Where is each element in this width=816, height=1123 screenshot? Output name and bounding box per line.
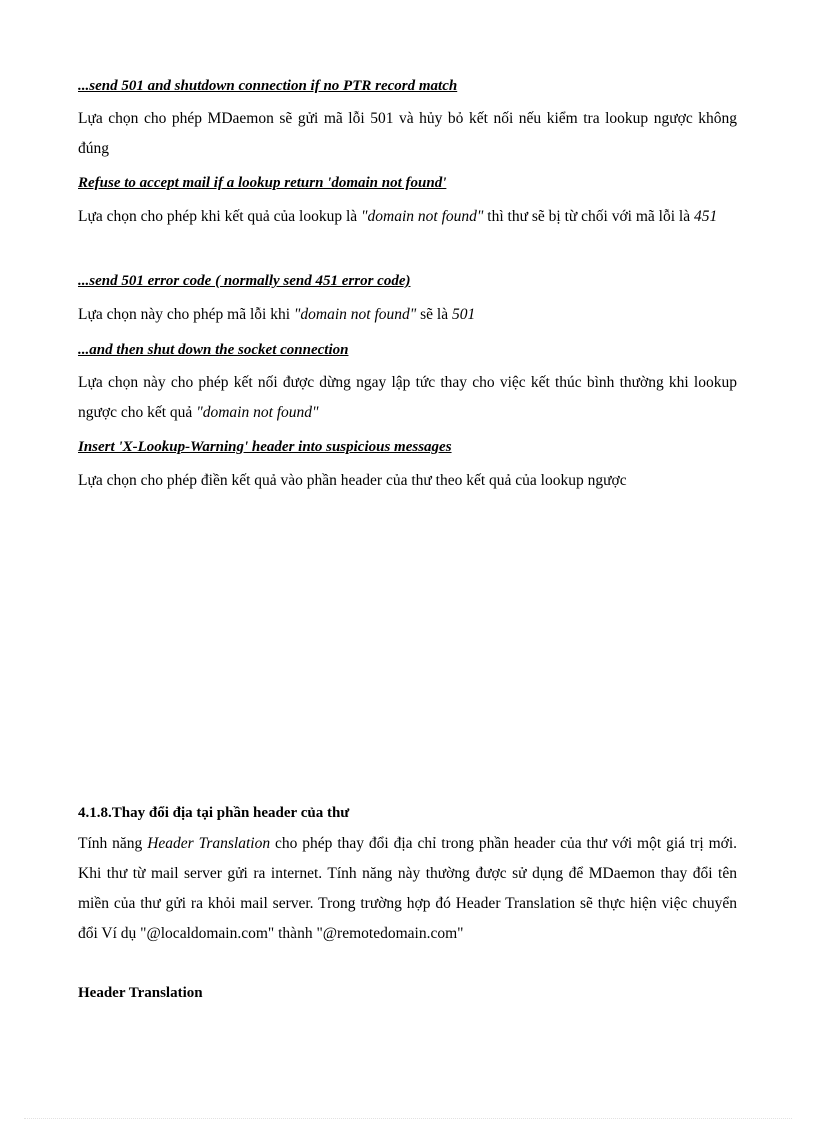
- option-desc-send-501-error-code: Lựa chọn này cho phép mã lỗi khi "domain not found" sẽ là 501: [78, 306, 476, 323]
- option-title-shut-down-socket: ...and then shut down the socket connection: [78, 342, 349, 358]
- option-title-send-501-error-code: ...send 501 error code ( normally send 451 error code): [78, 273, 411, 289]
- option-title-insert-lookup-warning: Insert 'X-Lookup-Warning' header into suspicious messages: [78, 439, 452, 455]
- page-footer-rule: [24, 1118, 792, 1119]
- option-desc-refuse-domain-not-found: Lựa chọn cho phép khi kết quả của lookup là "domain not found" thì thư sẽ bị từ chối với mã lỗi là 451: [78, 208, 718, 225]
- option-desc-send-501-shutdown: Lựa chọn cho phép MDaemon sẽ gửi mã lỗi 501 và hủy bỏ kết nối nếu kiểm tra lookup ngược không đúng: [78, 110, 737, 157]
- section-subheading: Header Translation: [78, 985, 203, 1001]
- option-title-send-501-shutdown: ...send 501 and shutdown connection if no PTR record match: [78, 78, 458, 94]
- option-title-refuse-domain-not-found: Refuse to accept mail if a lookup return 'domain not found': [78, 175, 447, 191]
- option-desc-shut-down-socket: Lựa chọn này cho phép kết nối được dừng ngay lập tức thay cho việc kết thúc bình thường khi lookup ngược cho kết quả "domain not found": [78, 374, 737, 421]
- option-desc-insert-lookup-warning: Lựa chọn cho phép điền kết quả vào phần header của thư theo kết quả của lookup ngược: [78, 472, 627, 489]
- section-paragraph: Tính năng Header Translation cho phép thay đổi địa chỉ trong phần header của thư với một giá trị mới. Khi thư từ mail server gửi ra internet. Tính năng này thường được sử dụng để MDaemon thay đổi tên miền của thư gửi ra khỏi mail server. Trong trường hợp đó Header Translation sẽ thực hiện việc chuyển đổi Ví dụ "@localdomain.com" thành "@remotedomain.com": [78, 835, 738, 942]
- section-heading: 4.1.8.Thay đổi địa tại phần header của thư: [78, 805, 350, 821]
